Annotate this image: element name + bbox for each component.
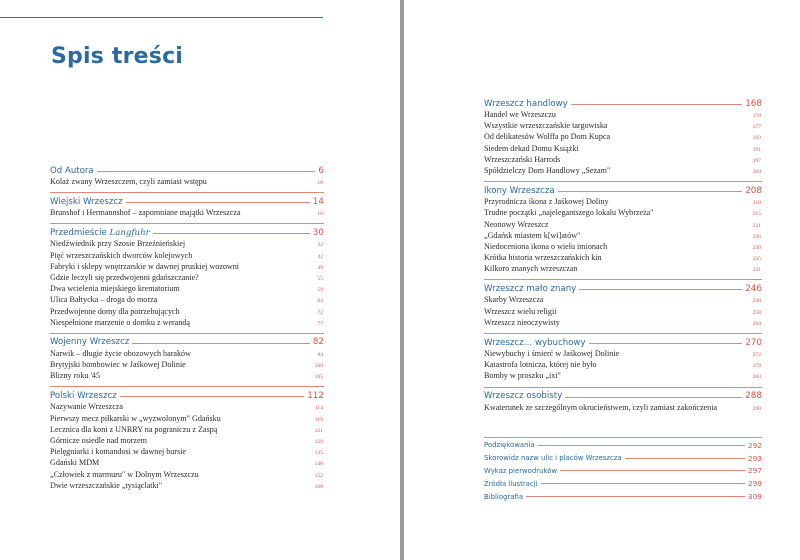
toc-entry[interactable] xyxy=(484,242,762,253)
section-page-number: 30 xyxy=(312,227,324,238)
toc-entry[interactable] xyxy=(50,436,324,447)
toc-section xyxy=(484,333,762,383)
entry-page-number: 160 xyxy=(314,483,323,490)
section-leader-rule xyxy=(120,396,304,397)
right-page xyxy=(404,0,800,560)
toc-entry[interactable] xyxy=(50,402,324,413)
section-page-number: 112 xyxy=(307,390,324,401)
section-divider xyxy=(50,333,324,334)
entry-page-number: 135 xyxy=(314,450,323,457)
entry-page-number: 241 xyxy=(752,267,761,274)
toc-entry[interactable] xyxy=(50,307,324,318)
entry-title: Fabryki i sklepy wnętrzarskie w dawnej pruskiej wozowni xyxy=(50,261,240,271)
entry-page-number: 215 xyxy=(752,211,761,218)
toc-entry[interactable] xyxy=(484,264,762,275)
entry-title: Neonowy Wrzeszcz xyxy=(484,219,549,229)
section-divider xyxy=(484,333,762,334)
toc-section xyxy=(484,279,762,329)
entry-title: Brunshof i Hermannshof – zapomniane majątki Wrzeszcza xyxy=(50,208,241,218)
entry-page-number: 221 xyxy=(752,222,761,229)
entry-page-number: 210 xyxy=(752,200,761,207)
section-leader-rule xyxy=(579,289,742,290)
entry-title: Wrzeszcz nieoczywisty xyxy=(484,317,560,327)
entry-title: Kolaż zwany Wrzeszczem, czyli zamiast wstępu xyxy=(50,177,207,186)
toc-entry[interactable] xyxy=(484,295,762,306)
entry-title: „Gdańsk miastem k[wi]atów" xyxy=(484,230,581,240)
section-title-prefix: Przedmieście xyxy=(50,227,110,238)
toc-entry[interactable] xyxy=(484,253,762,264)
entry-page-number: 177 xyxy=(752,124,761,131)
entry-title: Wrzeszczański Harrods xyxy=(484,154,561,164)
entry-title: Górnicze osiedle nad morzem xyxy=(50,436,147,445)
toc-entry[interactable] xyxy=(50,458,324,469)
entry-page-number: 248 xyxy=(752,298,761,305)
section-divider xyxy=(50,192,324,193)
toc-entry[interactable] xyxy=(50,371,324,382)
section-leader-rule xyxy=(589,343,743,344)
section-title: Wrzeszcz handlowy xyxy=(484,98,568,109)
entry-title: Lecznica dla koni z UNRRY na pograniczu z Zaspą xyxy=(50,424,218,434)
appendix-top-rule xyxy=(484,437,762,438)
entry-title: Gdański MDM xyxy=(50,458,100,468)
toc-entry[interactable] xyxy=(50,251,324,262)
section-heading[interactable] xyxy=(484,282,762,295)
entry-title: Ulica Bałtycka – droga do morza xyxy=(50,295,158,305)
entry-page-number: 152 xyxy=(314,472,323,479)
entry-title: Niewybuchy i śmierć w Jaśkowej Dolinie xyxy=(484,349,620,358)
toc-section xyxy=(50,164,324,188)
appendix-label: Wykaz pierwodruków xyxy=(484,466,558,475)
entry-title: Katastrofa lotnicza, której nie było xyxy=(484,360,597,370)
entry-page-number: 16 xyxy=(317,211,323,218)
toc-entry[interactable] xyxy=(484,208,762,219)
section-leader-rule xyxy=(565,397,742,398)
toc-entry[interactable] xyxy=(50,177,324,188)
toc-entry[interactable] xyxy=(484,360,762,371)
section-title: Wrzeszcz mało znany xyxy=(484,283,577,294)
entry-title: Blizny roku '45 xyxy=(50,371,101,381)
entry-title: Od delikatesów Wolffa po Dom Kupca xyxy=(484,132,611,142)
entry-page-number: 264 xyxy=(752,320,761,327)
toc-section xyxy=(50,386,324,492)
section-leader-rule xyxy=(126,202,310,203)
entry-page-number: 170 xyxy=(752,113,761,119)
section-divider xyxy=(484,279,762,280)
toc-entry[interactable] xyxy=(484,231,762,242)
section-title: Wiejski Wrzeszcz xyxy=(50,196,123,207)
toc-entry[interactable] xyxy=(50,425,324,436)
entry-page-number: 105 xyxy=(314,374,323,381)
entry-page-number: 77 xyxy=(317,320,323,327)
section-title: Od Autora xyxy=(50,165,94,176)
entry-title: Narwik – długie życie obozowych baraków xyxy=(50,348,191,358)
appendix-label: Podziękowania xyxy=(484,441,535,450)
toc-entry[interactable] xyxy=(50,262,324,273)
toc-entry[interactable] xyxy=(484,110,762,121)
section-heading[interactable] xyxy=(50,336,324,349)
entry-title: Wszystkie wrzeszczańskie targowiska xyxy=(484,121,608,131)
toc-entry[interactable] xyxy=(484,155,762,166)
toc-section xyxy=(50,333,324,383)
page-title: Spis treści xyxy=(51,44,184,69)
toc-section xyxy=(484,181,762,275)
toc-entry[interactable] xyxy=(50,414,324,425)
section-divider xyxy=(50,223,324,224)
section-title: Polski Wrzeszcz xyxy=(50,390,117,401)
toc-section xyxy=(484,97,762,177)
toc-entry[interactable] xyxy=(50,273,324,284)
toc-entry[interactable] xyxy=(50,284,324,295)
entry-title: Niedoceniona ikona o wielu imionach xyxy=(484,241,608,251)
toc-entry[interactable] xyxy=(50,481,324,492)
toc-entry[interactable] xyxy=(50,239,324,250)
entry-title: Bomby w proszku „ixi" xyxy=(484,371,561,381)
section-leader-rule xyxy=(153,233,310,234)
appendix-leader-rule xyxy=(526,496,745,497)
entry-page-number: 230 xyxy=(752,244,761,251)
section-page-number: 246 xyxy=(745,283,762,294)
entry-page-number: 49 xyxy=(317,264,323,271)
appendix-page-number: 299 xyxy=(747,479,762,489)
toc-entry[interactable] xyxy=(484,121,762,132)
entry-page-number: 114 xyxy=(314,405,323,412)
section-heading[interactable] xyxy=(484,97,762,110)
appendix-label: Skorowidz nazw ulic i placów Wrzeszcza xyxy=(484,454,622,463)
toc-entry[interactable] xyxy=(50,295,324,306)
entry-page-number: 100 xyxy=(314,363,323,370)
entry-page-number: 183 xyxy=(752,135,761,142)
section-page-number: 14 xyxy=(312,196,324,207)
entry-page-number: 10 xyxy=(317,180,323,186)
section-title: Ikony Wrzeszcza xyxy=(484,185,555,196)
toc-entry[interactable] xyxy=(484,220,762,231)
toc-entry[interactable] xyxy=(50,208,324,219)
toc-entry[interactable] xyxy=(484,132,762,143)
entry-title: Przedwojenne domy dla potrzebujących xyxy=(50,306,180,316)
toc-entry[interactable] xyxy=(50,447,324,458)
toc-entry[interactable] xyxy=(484,371,762,382)
appendix-label: Bibliografia xyxy=(484,492,524,501)
entry-title: Dwie wrzeszczańskie „tysiąclatki" xyxy=(50,480,163,490)
toc-section xyxy=(50,192,324,219)
section-leader-rule xyxy=(132,343,309,344)
toc-right-column xyxy=(484,97,762,418)
entry-page-number: 226 xyxy=(752,233,761,240)
entry-title: Pięć wrzeszczańskich dworców kolejowych xyxy=(50,250,193,260)
toc-entry[interactable] xyxy=(484,144,762,155)
toc-entry[interactable] xyxy=(484,349,762,360)
section-heading[interactable] xyxy=(484,184,762,197)
toc-entry[interactable] xyxy=(50,360,324,371)
top-rule xyxy=(0,17,323,18)
entry-title: Skarby Wrzeszcza xyxy=(484,295,544,305)
section-title: Wrzeszcz osobisty xyxy=(484,391,563,402)
section-heading[interactable] xyxy=(50,164,324,177)
appendix-entry[interactable] xyxy=(484,465,762,478)
entry-title: Trudne początki „najelegantszego lokalu Wybrzeża" xyxy=(484,208,654,218)
entry-page-number: 197 xyxy=(752,157,761,164)
section-title-italic: Langfuhr xyxy=(109,227,150,238)
entry-page-number: 84 xyxy=(317,351,323,358)
section-page-number: 288 xyxy=(745,391,762,402)
entry-page-number: 140 xyxy=(314,461,323,468)
entry-title: Pierwszy mecz piłkarski w „wyzwolonym" Gdańsku xyxy=(50,413,221,423)
entry-title: Siedem dekad Domu Książki xyxy=(484,143,579,153)
toc-section xyxy=(50,223,324,329)
section-leader-rule xyxy=(558,191,743,192)
section-title: Wrzeszcz… wybuchowy xyxy=(484,337,586,348)
toc-entry[interactable] xyxy=(50,470,324,481)
entry-page-number: 59 xyxy=(317,287,323,294)
section-page-number: 6 xyxy=(318,165,324,176)
entry-page-number: 204 xyxy=(752,168,761,175)
appendix-page-number: 292 xyxy=(747,440,762,450)
section-page-number: 270 xyxy=(745,337,762,348)
appendix-entry[interactable] xyxy=(484,452,762,465)
entry-title: Gdzie leczyli się przedwojenni gdańszczanie? xyxy=(50,272,199,282)
appendix-list xyxy=(484,437,762,503)
entry-title: Niespełnione marzenie o domku z werandą xyxy=(50,317,191,327)
entry-title: Przyrodnicza ikona z Jaśkowej Doliny xyxy=(484,197,609,207)
appendix-entry[interactable] xyxy=(484,490,762,503)
entry-title: Brytyjski bombowiec w Jaśkowej Dolinie xyxy=(50,360,186,370)
toc-entry[interactable] xyxy=(484,197,762,208)
entry-page-number: 258 xyxy=(752,309,761,316)
section-heading[interactable] xyxy=(50,226,324,239)
entry-page-number: 32 xyxy=(317,242,323,249)
entry-page-number: 42 xyxy=(317,253,323,260)
appendix-leader-rule xyxy=(541,483,745,484)
appendix-leader-rule xyxy=(560,470,745,471)
toc-entry[interactable] xyxy=(484,307,762,318)
appendix-entry[interactable] xyxy=(484,439,762,452)
entry-title: Dwa wcielenia miejskiego krematorium xyxy=(50,284,180,294)
entry-title: Kilkoro znanych wrzeszczan xyxy=(484,264,578,274)
entry-page-number: 55 xyxy=(317,275,323,282)
section-title: Wojenny Wrzeszcz xyxy=(50,337,130,348)
entry-page-number: 279 xyxy=(752,363,761,370)
toc-entry[interactable] xyxy=(484,318,762,329)
toc-entry[interactable] xyxy=(50,349,324,360)
entry-title: Krótka historia wrzeszczańskich kin xyxy=(484,253,602,263)
section-title xyxy=(50,228,150,238)
entry-page-number: 283 xyxy=(752,374,761,381)
entry-title: Spółdzielczy Dom Handlowy „Sezam" xyxy=(484,165,611,175)
entry-page-number: 128 xyxy=(314,439,323,445)
entry-page-number: 272 xyxy=(752,352,761,358)
section-heading[interactable] xyxy=(50,195,324,208)
appendix-page-number: 293 xyxy=(747,453,762,463)
toc-entry[interactable] xyxy=(50,318,324,329)
appendix-label: Źródła ilustracji xyxy=(484,479,538,488)
section-heading[interactable] xyxy=(484,390,762,403)
section-divider xyxy=(484,387,762,388)
section-heading[interactable] xyxy=(50,389,324,402)
section-divider xyxy=(50,386,324,387)
section-heading[interactable] xyxy=(484,336,762,349)
entry-page-number: 64 xyxy=(317,298,323,305)
entry-page-number: 119 xyxy=(314,416,323,423)
toc-left-column xyxy=(50,164,324,496)
section-leader-rule xyxy=(571,104,742,105)
section-leader-rule xyxy=(97,171,316,172)
entry-title: Pielęgniarki i komandosi w dawnej bursie xyxy=(50,447,186,457)
entry-title: Handel we Wrzeszczu xyxy=(484,110,556,119)
entry-title: Niedźwiednik przy Szosie Brzeźnieńskiej xyxy=(50,239,186,249)
section-divider xyxy=(484,181,762,182)
appendix-leader-rule xyxy=(538,445,745,446)
appendix-leader-rule xyxy=(625,458,745,459)
entry-title: Nazywanie Wrzeszcza xyxy=(50,402,123,412)
entry-page-number: 121 xyxy=(314,427,323,434)
entry-title: „Człowiek z marmuru" w Dolnym Wrzeszczu xyxy=(50,469,199,479)
entry-title: Kwaterunek ze szczególnym okrucieństwem, czyli zamiast zakończenia xyxy=(484,402,718,412)
entry-page-number: 72 xyxy=(317,309,323,316)
appendix-page-number: 309 xyxy=(747,492,762,502)
section-page-number: 82 xyxy=(312,337,324,348)
entry-page-number: 290 xyxy=(752,405,761,412)
entry-page-number: 191 xyxy=(752,146,761,153)
section-page-number: 208 xyxy=(745,185,762,196)
toc-entry[interactable] xyxy=(484,166,762,177)
appendix-page-number: 297 xyxy=(747,466,762,476)
entry-page-number: 235 xyxy=(752,256,761,263)
toc-entry[interactable] xyxy=(484,403,762,414)
appendix-entry[interactable] xyxy=(484,477,762,490)
toc-section xyxy=(484,387,762,414)
entry-title: Wrzeszcz wielu religii xyxy=(484,306,557,316)
section-page-number: 168 xyxy=(745,98,762,109)
